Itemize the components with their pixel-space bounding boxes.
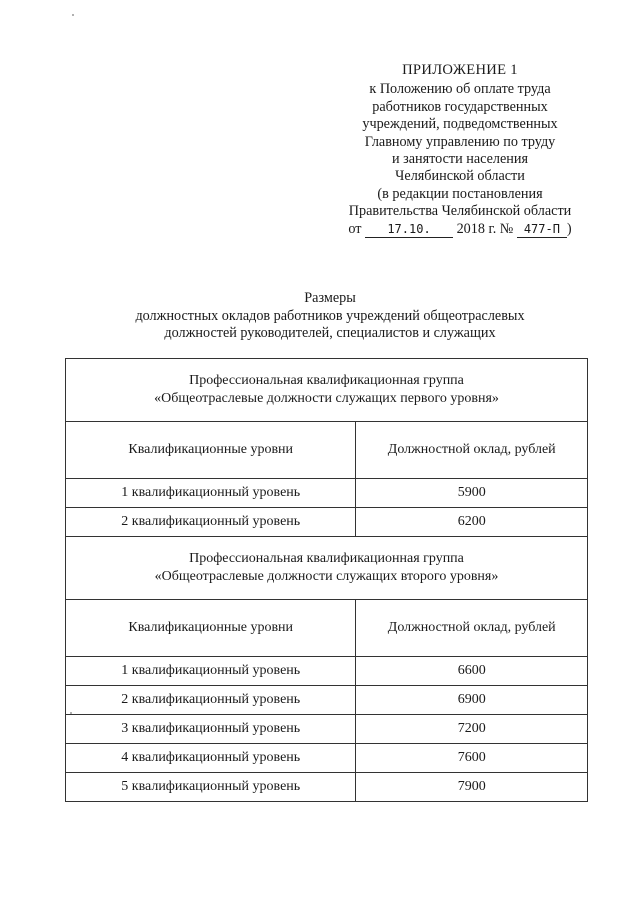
table-row — [66, 508, 588, 537]
group-title-row — [66, 359, 588, 422]
table-row — [66, 479, 588, 508]
level-cell: 5 квалификационный уровень — [66, 773, 356, 802]
appendix-heading: ПРИЛОЖЕНИЕ 1 — [402, 62, 518, 78]
document-title — [70, 290, 590, 343]
salary-table — [65, 358, 588, 802]
group-title-line-2: «Общеотраслевые должности служащих первого уровня» — [154, 391, 499, 406]
level-cell: 2 квалификационный уровень — [66, 686, 356, 715]
level-cell: 3 квалификационный уровень — [66, 715, 356, 744]
group-title-cell — [66, 537, 588, 600]
appendix-line: Главному управлению по труду — [364, 133, 556, 150]
level-cell: 1 квалификационный уровень — [66, 479, 356, 508]
table-row — [66, 715, 588, 744]
column-header-row — [66, 600, 588, 657]
year-text: 2018 г. № — [456, 220, 514, 237]
resolution-date: 17.10. — [365, 222, 453, 238]
level-header-cell: Квалификационные уровни — [66, 600, 356, 657]
group-title-row — [66, 537, 588, 600]
appendix-line: учреждений, подведомственных — [362, 116, 558, 133]
resolution-number: 477-П — [517, 222, 567, 238]
group-title-line-1: Профессиональная квалификационная группа — [189, 551, 464, 566]
resolution-date-line — [330, 221, 590, 238]
group-title-line-2: «Общеотраслевые должности служащих второго уровня» — [154, 569, 499, 584]
salary-header-cell: Должностной оклад, рублей — [356, 600, 588, 657]
salary-header-cell: Должностной оклад, рублей — [356, 422, 588, 479]
date-prefix: от — [348, 220, 362, 237]
table-row — [66, 744, 588, 773]
scan-speck-top — [72, 14, 74, 16]
column-header-row — [66, 422, 588, 479]
appendix-line: к Положению об оплате труда — [369, 81, 551, 98]
salary-cell: 7600 — [356, 744, 588, 773]
table-row — [66, 657, 588, 686]
appendix-line: и занятости населения — [391, 151, 528, 168]
appendix-line: (в редакции постановления — [377, 185, 543, 202]
appendix-line: работников государственных — [372, 98, 548, 115]
level-cell: 1 квалификационный уровень — [66, 657, 356, 686]
group-title-line-1: Профессиональная квалификационная группа — [189, 373, 464, 388]
title-line-1: Размеры — [304, 290, 356, 306]
salary-cell: 7200 — [356, 715, 588, 744]
group-title-cell — [66, 359, 588, 422]
level-cell: 2 квалификационный уровень — [66, 508, 356, 537]
table-row — [66, 686, 588, 715]
title-line-2: должностных окладов работников учреждений общеотраслевых — [135, 307, 525, 324]
closing-paren: ) — [566, 220, 572, 237]
title-line-3: должностей руководителей, специалистов и служащих — [164, 325, 496, 342]
level-header-cell: Квалификационные уровни — [66, 422, 356, 479]
appendix-header — [330, 62, 590, 238]
salary-cell: 6600 — [356, 657, 588, 686]
salary-cell: 5900 — [356, 479, 588, 508]
salary-cell: 7900 — [356, 773, 588, 802]
level-cell: 4 квалификационный уровень — [66, 744, 356, 773]
appendix-line: Челябинской области — [395, 168, 525, 185]
salary-cell: 6200 — [356, 508, 588, 537]
appendix-line: Правительства Челябинской области — [348, 203, 572, 220]
salary-cell: 6900 — [356, 686, 588, 715]
table-row — [66, 773, 588, 802]
